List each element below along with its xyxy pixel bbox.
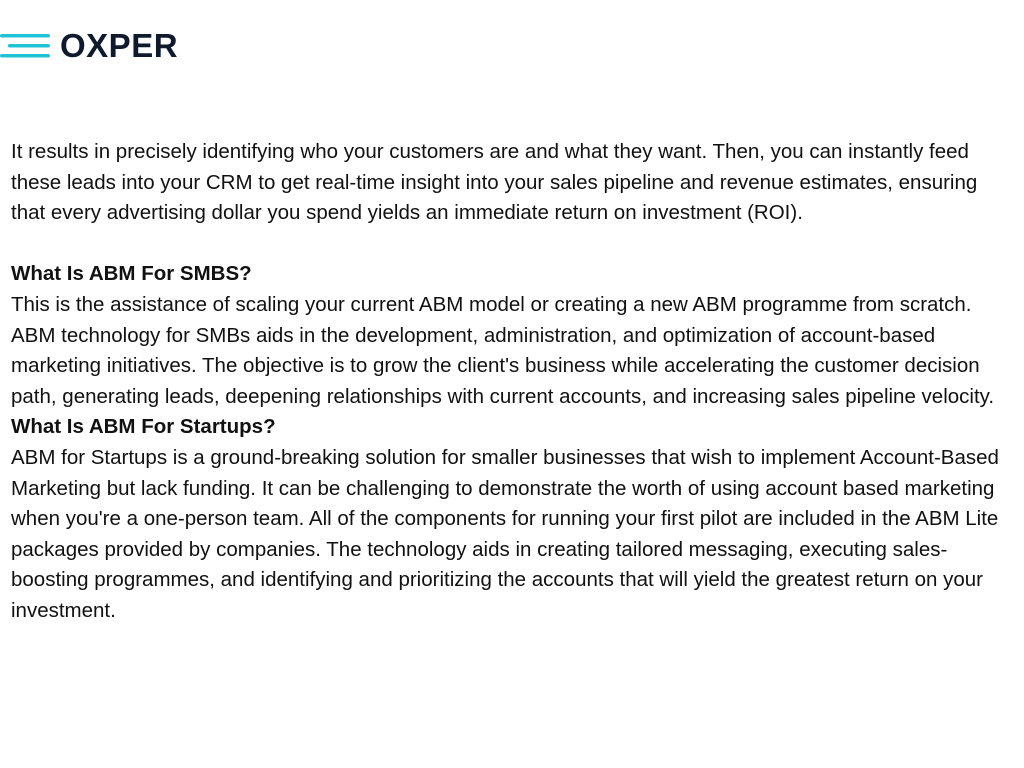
section-body-startups: ABM for Startups is a ground-breaking solution for smaller businesses that wish to implement Account-Based Marketing but lack funding. It can be challenging to demonstrate the worth of using account based marketing when you're a one-person team. All of the components for running your first pilot are included in the ABM Lite packages provided by companies. The technology aids in creating tailored messaging, executing sales-boosting programmes, and identifying and prioritizing the accounts that will yield the greatest return on your investment.: [11, 445, 999, 622]
section-heading-startups: What Is ABM For Startups?: [11, 415, 276, 439]
logo-speed-lines-icon: [0, 26, 56, 66]
section-body-smbs: This is the assistance of scaling your current ABM model or creating a new ABM programme from scratch. ABM technology for SMBs aids in the development, administration, and optimization of account-based marketing initiatives. The objective is to grow the client's business while accelerating the customer decision path, generating leads, deepening relationships with current accounts, and increasing sales pipeline velocity.: [11, 292, 995, 408]
section-heading-smbs: What Is ABM For SMBS?: [11, 262, 252, 286]
intro-paragraph: It results in precisely identifying who your customers are and what they want. Then, you can instantly feed these leads into your CRM to get real-time insight into your sales pipeline and revenue estimates, ensuring that every advertising dollar you spend yields an immediate return on investment (ROI).: [11, 140, 978, 225]
brand-logo[interactable]: [0, 26, 178, 66]
brand-name: OXPER: [60, 27, 179, 64]
article-body: [11, 137, 1011, 627]
paragraph-spacer: [11, 229, 1011, 260]
